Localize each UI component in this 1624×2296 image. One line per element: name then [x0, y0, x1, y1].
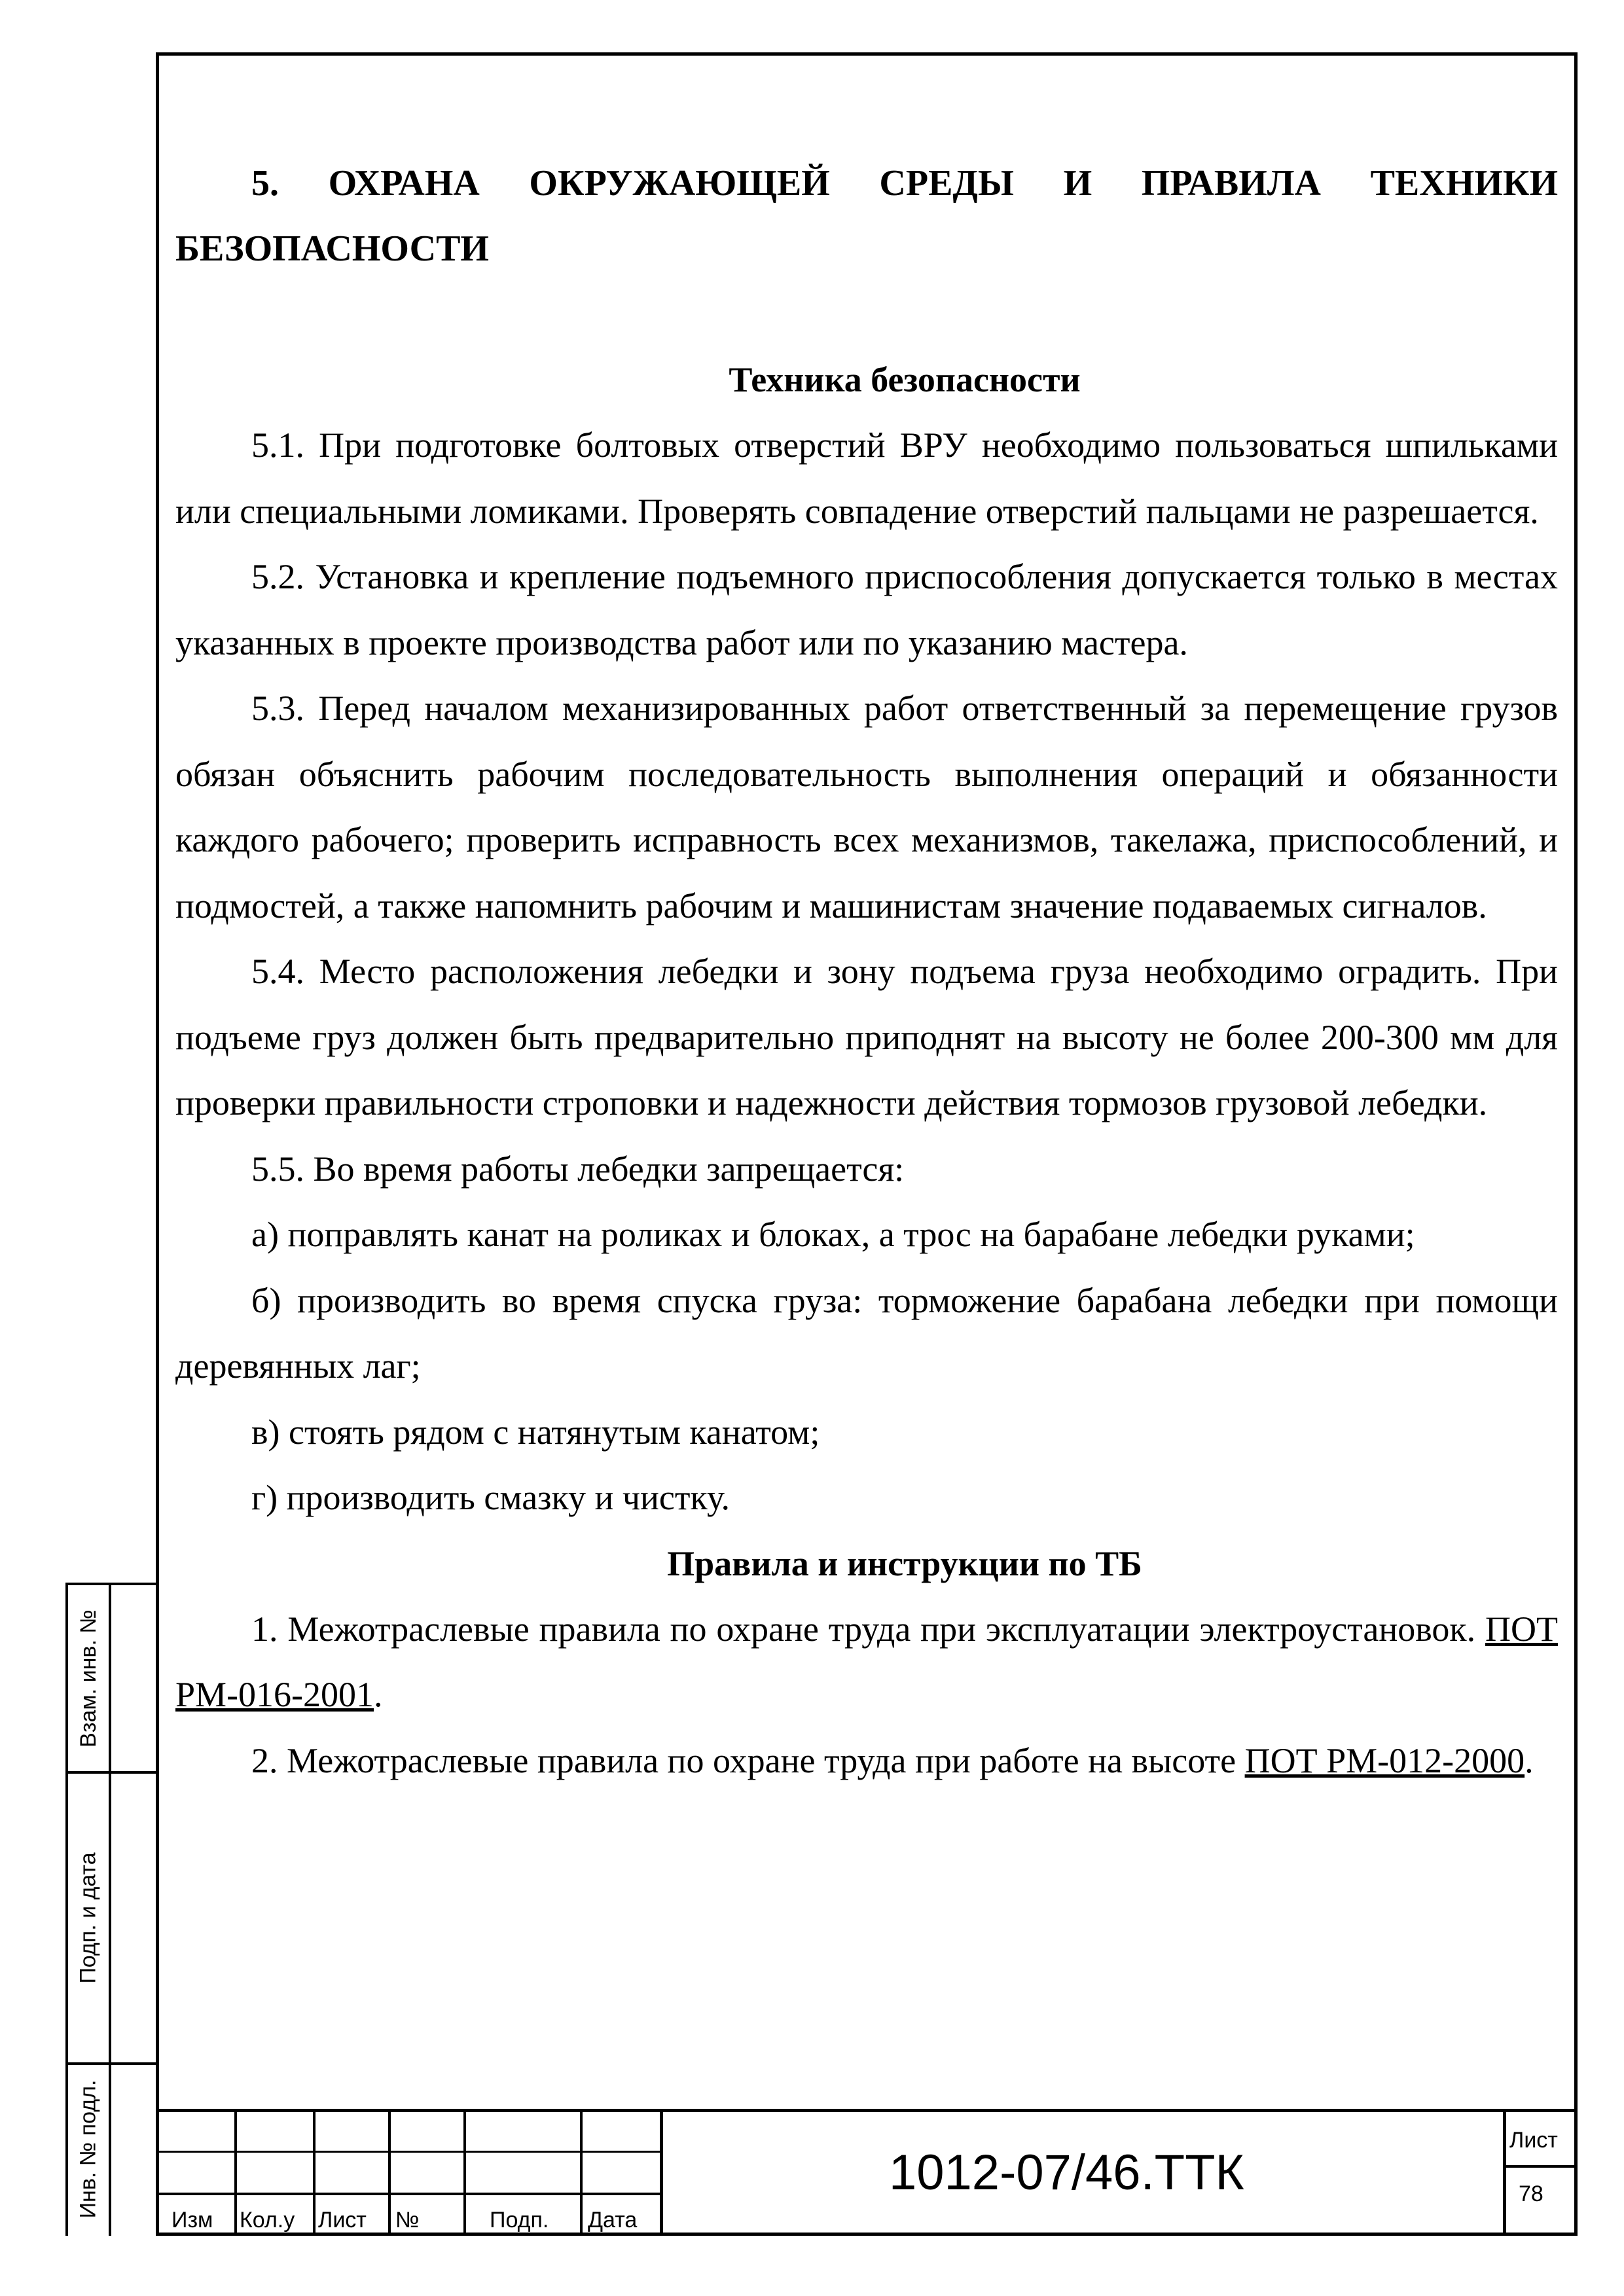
paragraph: 5.5. Во время работы лебедки запрещается:: [251, 1149, 905, 1189]
section-heading-line1: 5. ОХРАНА ОКРУЖАЮЩЕЙ СРЕДЫ И ПРАВИЛА ТЕХНИКИ: [251, 163, 1558, 204]
reference-link[interactable]: ПОТ РМ-016-2001: [175, 1609, 1558, 1714]
sheet-label: Лист: [1509, 2128, 1558, 2153]
section-heading-line2: БЕЗОПАСНОСТИ: [175, 228, 489, 269]
reference-text: 2. Межотраслевые правила по охране труда при работе на высоте: [251, 1740, 1245, 1780]
list-item: г) производить смазку и чистку.: [251, 1478, 731, 1517]
list-item: а) поправлять канат на роликах и блоках, а трос на барабане лебедки руками;: [251, 1215, 1415, 1254]
document-body: [175, 151, 1558, 1793]
reference-text: 1. Межотраслевые правила по охране труда при эксплуатации электроустановок.: [251, 1609, 1486, 1649]
subsection-title-safety: Техника безопасности: [729, 360, 1081, 399]
reference-item: [175, 1596, 1558, 1728]
col-kolu: Кол.у: [240, 2208, 295, 2233]
col-podp: Подп.: [490, 2208, 549, 2233]
side-stamp: [65, 1583, 156, 2236]
reference-tail: .: [1525, 1740, 1534, 1780]
col-data: Дата: [588, 2208, 638, 2233]
reference-link[interactable]: ПОТ РМ-012-2000: [1244, 1740, 1525, 1780]
reference-tail: .: [374, 1675, 383, 1714]
side-stamp-podp: Подп. и дата: [75, 1852, 101, 1984]
document-code: 1012-07/46.ТТК: [889, 2144, 1244, 2200]
sheet-number: 78: [1519, 2181, 1543, 2206]
subsection-title-rules: Правила и инструкции по ТБ: [667, 1543, 1142, 1583]
reference-item: [175, 1728, 1558, 1794]
list-item: б) производить во время спуска груза: торможение барабана лебедки при помощи деревянных лаг;: [175, 1280, 1558, 1386]
col-list: Лист: [318, 2208, 367, 2233]
col-izm: Изм: [171, 2208, 213, 2233]
paragraph: 5.2. Установка и крепление подъемного приспособления допускается только в местах указанных в проекте производства работ или по указанию мастера.: [175, 557, 1558, 662]
paragraph: 5.4. Место расположения лебедки и зону подъема груза необходимо оградить. При подъеме груз должен быть предварительно приподнят на высоту не более 200-300 мм для проверки правильности строповки и надежности действия тормозов грузовой лебедки.: [175, 952, 1558, 1122]
paragraph: 5.3. Перед началом механизированных работ ответственный за перемещение грузов обязан объяснить рабочим последовательность выполнения операций и обязанности каждого рабочего; проверить исправность всех механизмов, такелажа, приспособлений, и подмостей, а также напомнить рабочим и машинистам значение подаваемых сигналов.: [175, 689, 1558, 925]
title-block: [156, 2109, 1578, 2236]
col-num: №: [395, 2208, 420, 2233]
list-item: в) стоять рядом с натянутым канатом;: [251, 1412, 820, 1452]
side-stamp-inv: Инв. № подл.: [75, 2079, 101, 2219]
paragraph: 5.1. При подготовке болтовых отверстий ВРУ необходимо пользоваться шпильками или специальными ломиками. Проверять совпадение отверстий пальцами не разрешается.: [175, 425, 1558, 531]
side-stamp-vzam: Взам. инв. №: [75, 1609, 101, 1748]
